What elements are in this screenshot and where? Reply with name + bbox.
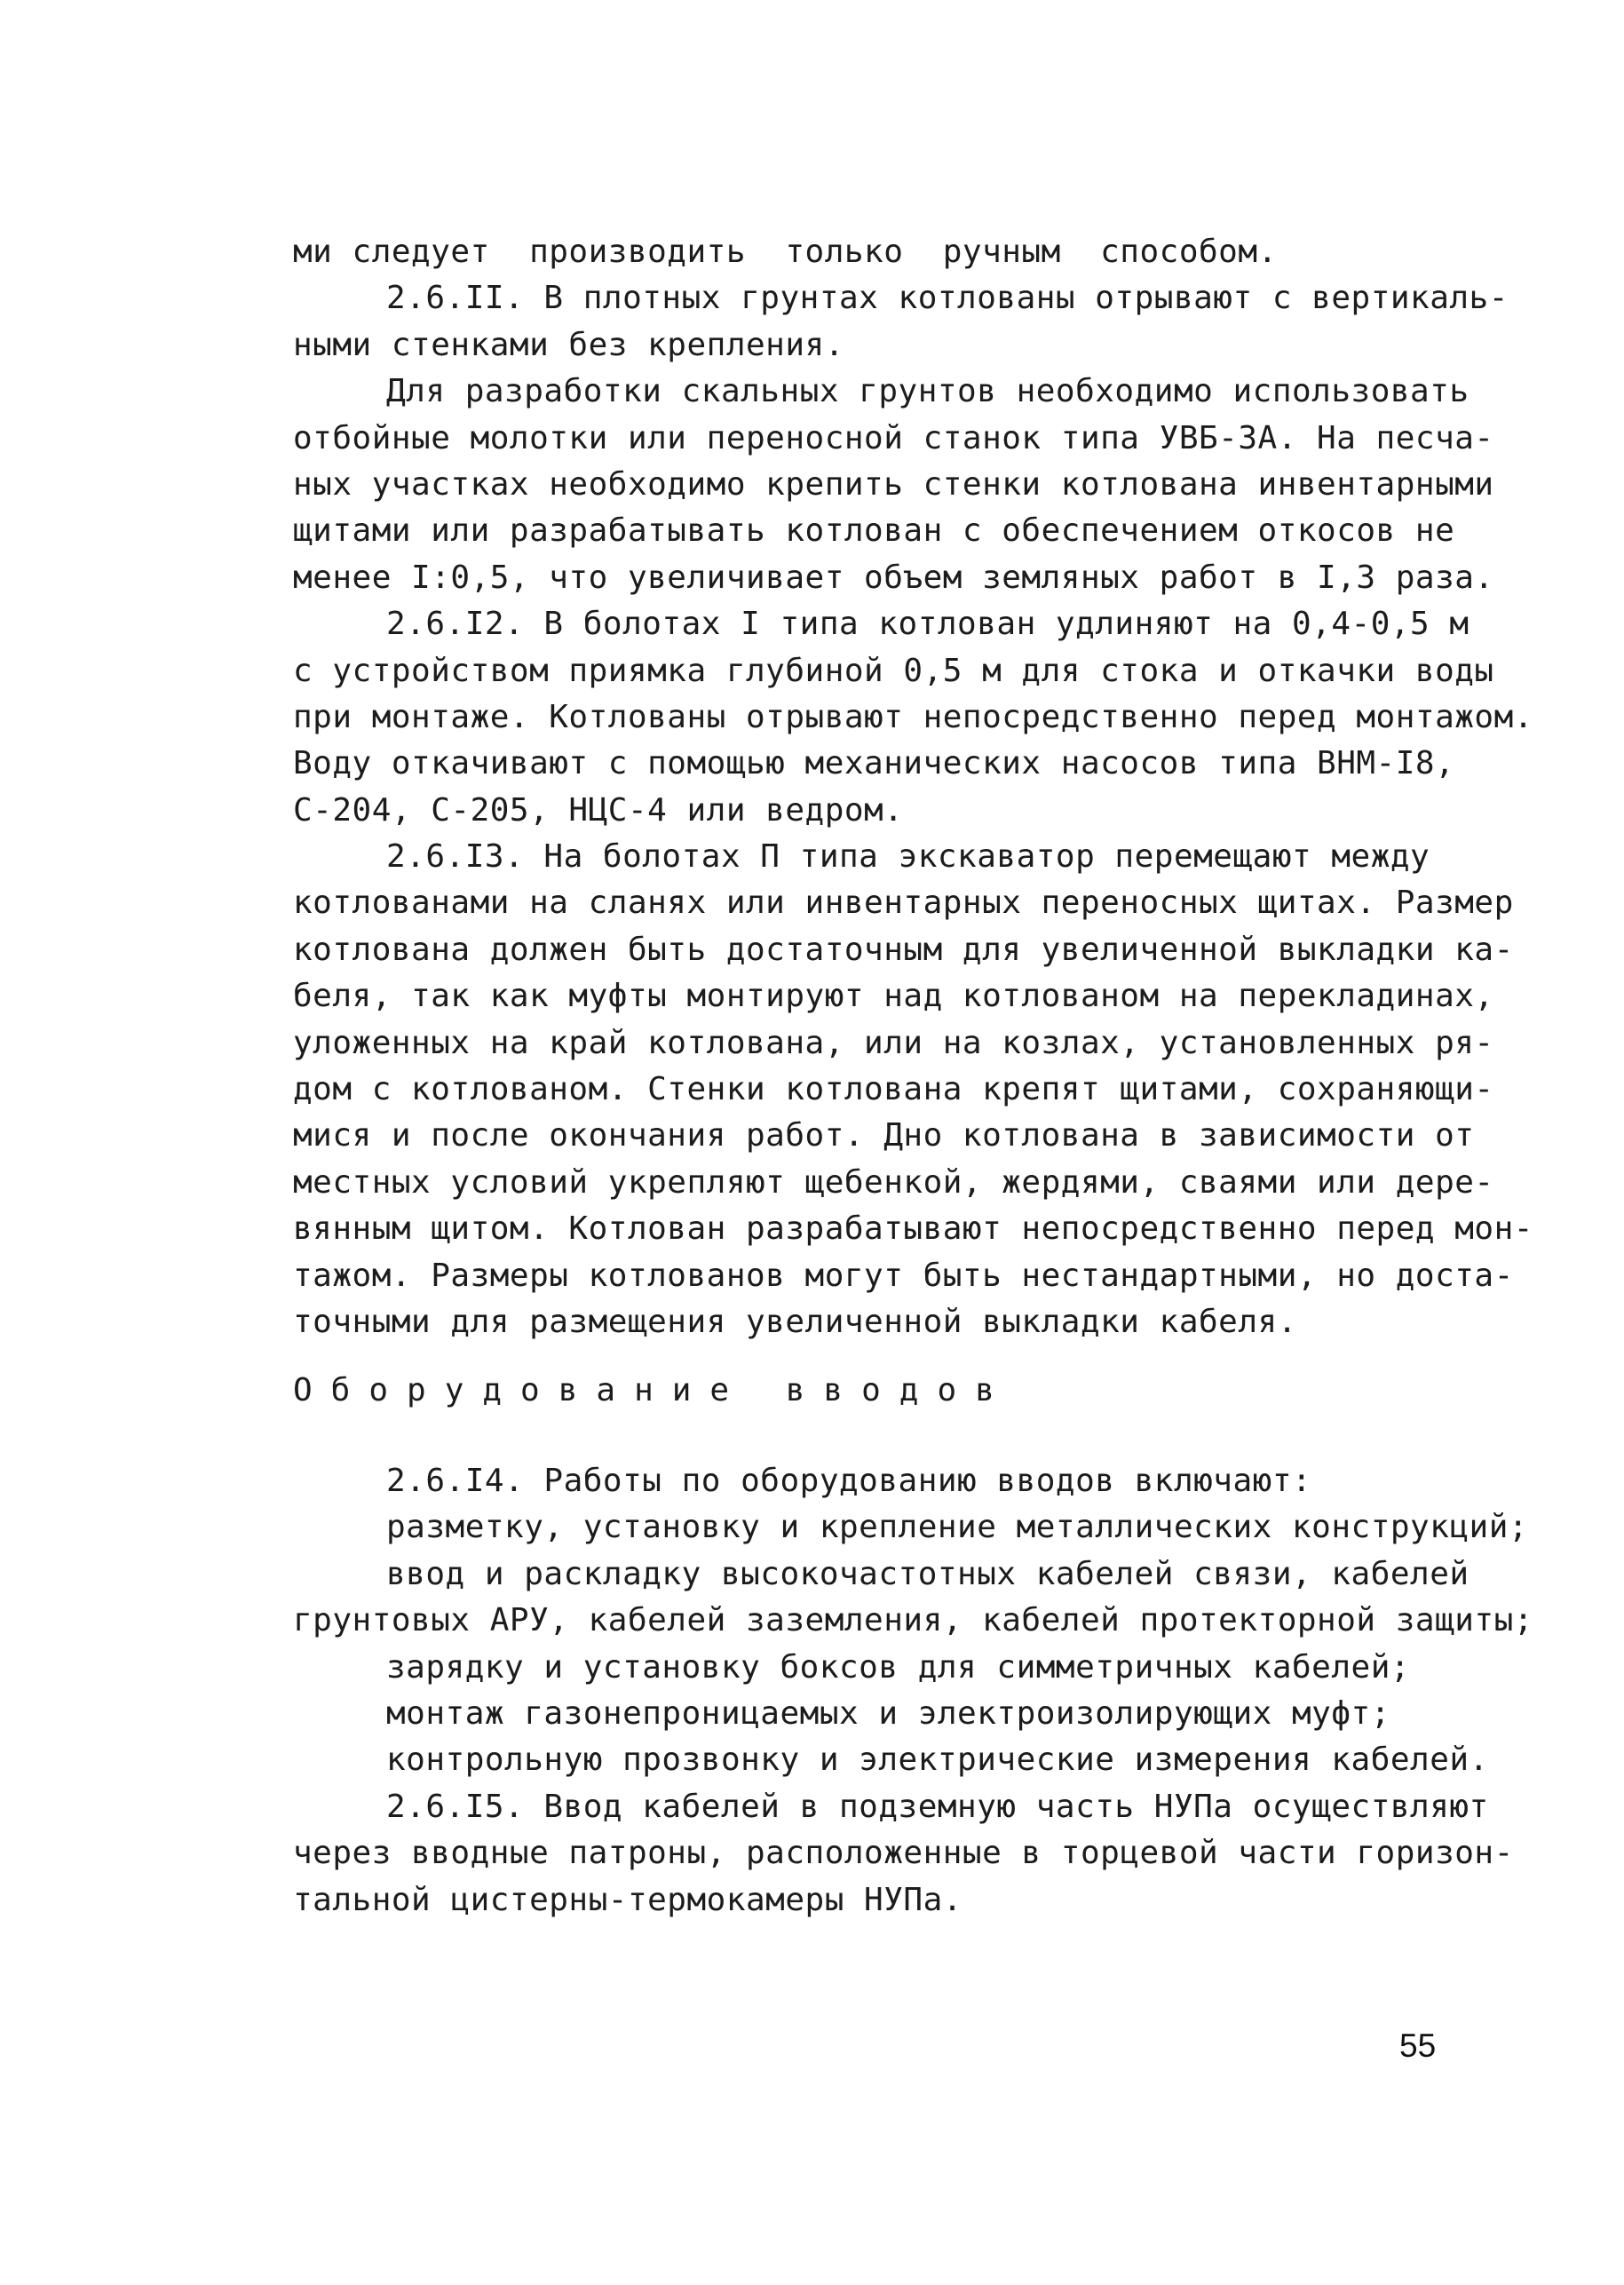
text-line: щитами или разрабатывать котлован с обеспечением откосов не bbox=[293, 512, 1455, 550]
text-line: 2.6.I5. Ввод кабелей в подземную часть НУПа осуществляют bbox=[386, 1788, 1489, 1825]
body-text-top bbox=[293, 229, 1533, 1345]
text-line: менее I:0,5, что увеличивает объем земляных работ в I,3 раза. bbox=[293, 559, 1494, 596]
text-line: тажом. Размеры котлованов могут быть нестандартными, но доста- bbox=[293, 1257, 1514, 1294]
text-line: С-204, С-205, НЦС-4 или ведром. bbox=[293, 791, 904, 829]
text-line: 2.6.I4. Работы по оборудованию вводов включают: bbox=[386, 1463, 1312, 1499]
page-number: 55 bbox=[1399, 2027, 1437, 2064]
text-line: ввод и раскладку высокочастотных кабелей связи, кабелей bbox=[386, 1555, 1470, 1592]
text-line: разметку, установку и крепление металлических конструкций; bbox=[386, 1509, 1529, 1546]
text-line: дом с котлованом. Стенки котлована крепят щитами, сохраняющи- bbox=[293, 1071, 1494, 1108]
text-line: вянным щитом. Котлован разрабатывают непосредственно перед мон- bbox=[293, 1210, 1533, 1248]
text-line: мися и после окончания работ. Дно котлована в зависимости от bbox=[293, 1117, 1475, 1154]
text-line: котлована должен быть достаточным для увеличенной выкладки ка- bbox=[293, 931, 1514, 968]
text-line: 2.6.I3. На болотах П типа экскаватор перемещают между bbox=[386, 838, 1430, 876]
section-heading: Оборудование вводов bbox=[293, 1372, 1013, 1408]
body-text-bottom bbox=[293, 1458, 1533, 1924]
text-line: контрольную прозвонку и электрические измерения кабелей. bbox=[386, 1742, 1489, 1779]
text-line: при монтаже. Котлованы отрывают непосредственно перед монтажом. bbox=[293, 698, 1533, 735]
text-line: местных условий укрепляют щебенкой, жердями, сваями или дере- bbox=[293, 1163, 1494, 1201]
text-line: грунтовых АРУ, кабелей заземления, кабелей протекторной защиты; bbox=[293, 1602, 1533, 1639]
text-line: через вводные патроны, расположенные в торцевой части горизон- bbox=[293, 1835, 1514, 1872]
text-line: 2.6.I2. В болотах I типа котлован удлиняют на 0,4-0,5 м bbox=[386, 606, 1470, 643]
text-line: Воду откачивают с помощью механических насосов типа ВНМ-I8, bbox=[293, 745, 1455, 782]
text-line: ми следует производить только ручным способом. bbox=[293, 234, 1278, 270]
text-line: Для разработки скальных грунтов необходимо использовать bbox=[386, 373, 1470, 410]
text-line: беля, так как муфты монтируют над котлованом на перекладинах, bbox=[293, 978, 1494, 1015]
text-line: с устройством приямка глубиной 0,5 м для стока и откачки воды bbox=[293, 652, 1494, 689]
text-line: зарядку и установку боксов для симметричных кабелей; bbox=[386, 1648, 1411, 1686]
text-line: ными стенками без крепления. bbox=[293, 326, 844, 363]
text-line: уложенных на край котлована, или на козлах, установленных ря- bbox=[293, 1024, 1494, 1061]
text-line: точными для размещения увеличенной выкладки кабеля. bbox=[293, 1303, 1297, 1340]
text-line: котлованами на сланях или инвентарных переносных щитах. Размер bbox=[293, 885, 1514, 922]
text-line: монтаж газонепроницаемых и электроизолирующих муфт; bbox=[386, 1694, 1390, 1732]
text-line: 2.6.II. В плотных грунтах котлованы отрывают с вертикаль- bbox=[386, 280, 1509, 317]
text-line: отбойные молотки или переносной станок типа УВБ-ЗА. На песча- bbox=[293, 419, 1494, 456]
text-line: ных участках необходимо крепить стенки котлована инвентарными bbox=[293, 465, 1494, 503]
text-line: тальной цистерны-термокамеры НУПа. bbox=[293, 1881, 963, 1918]
